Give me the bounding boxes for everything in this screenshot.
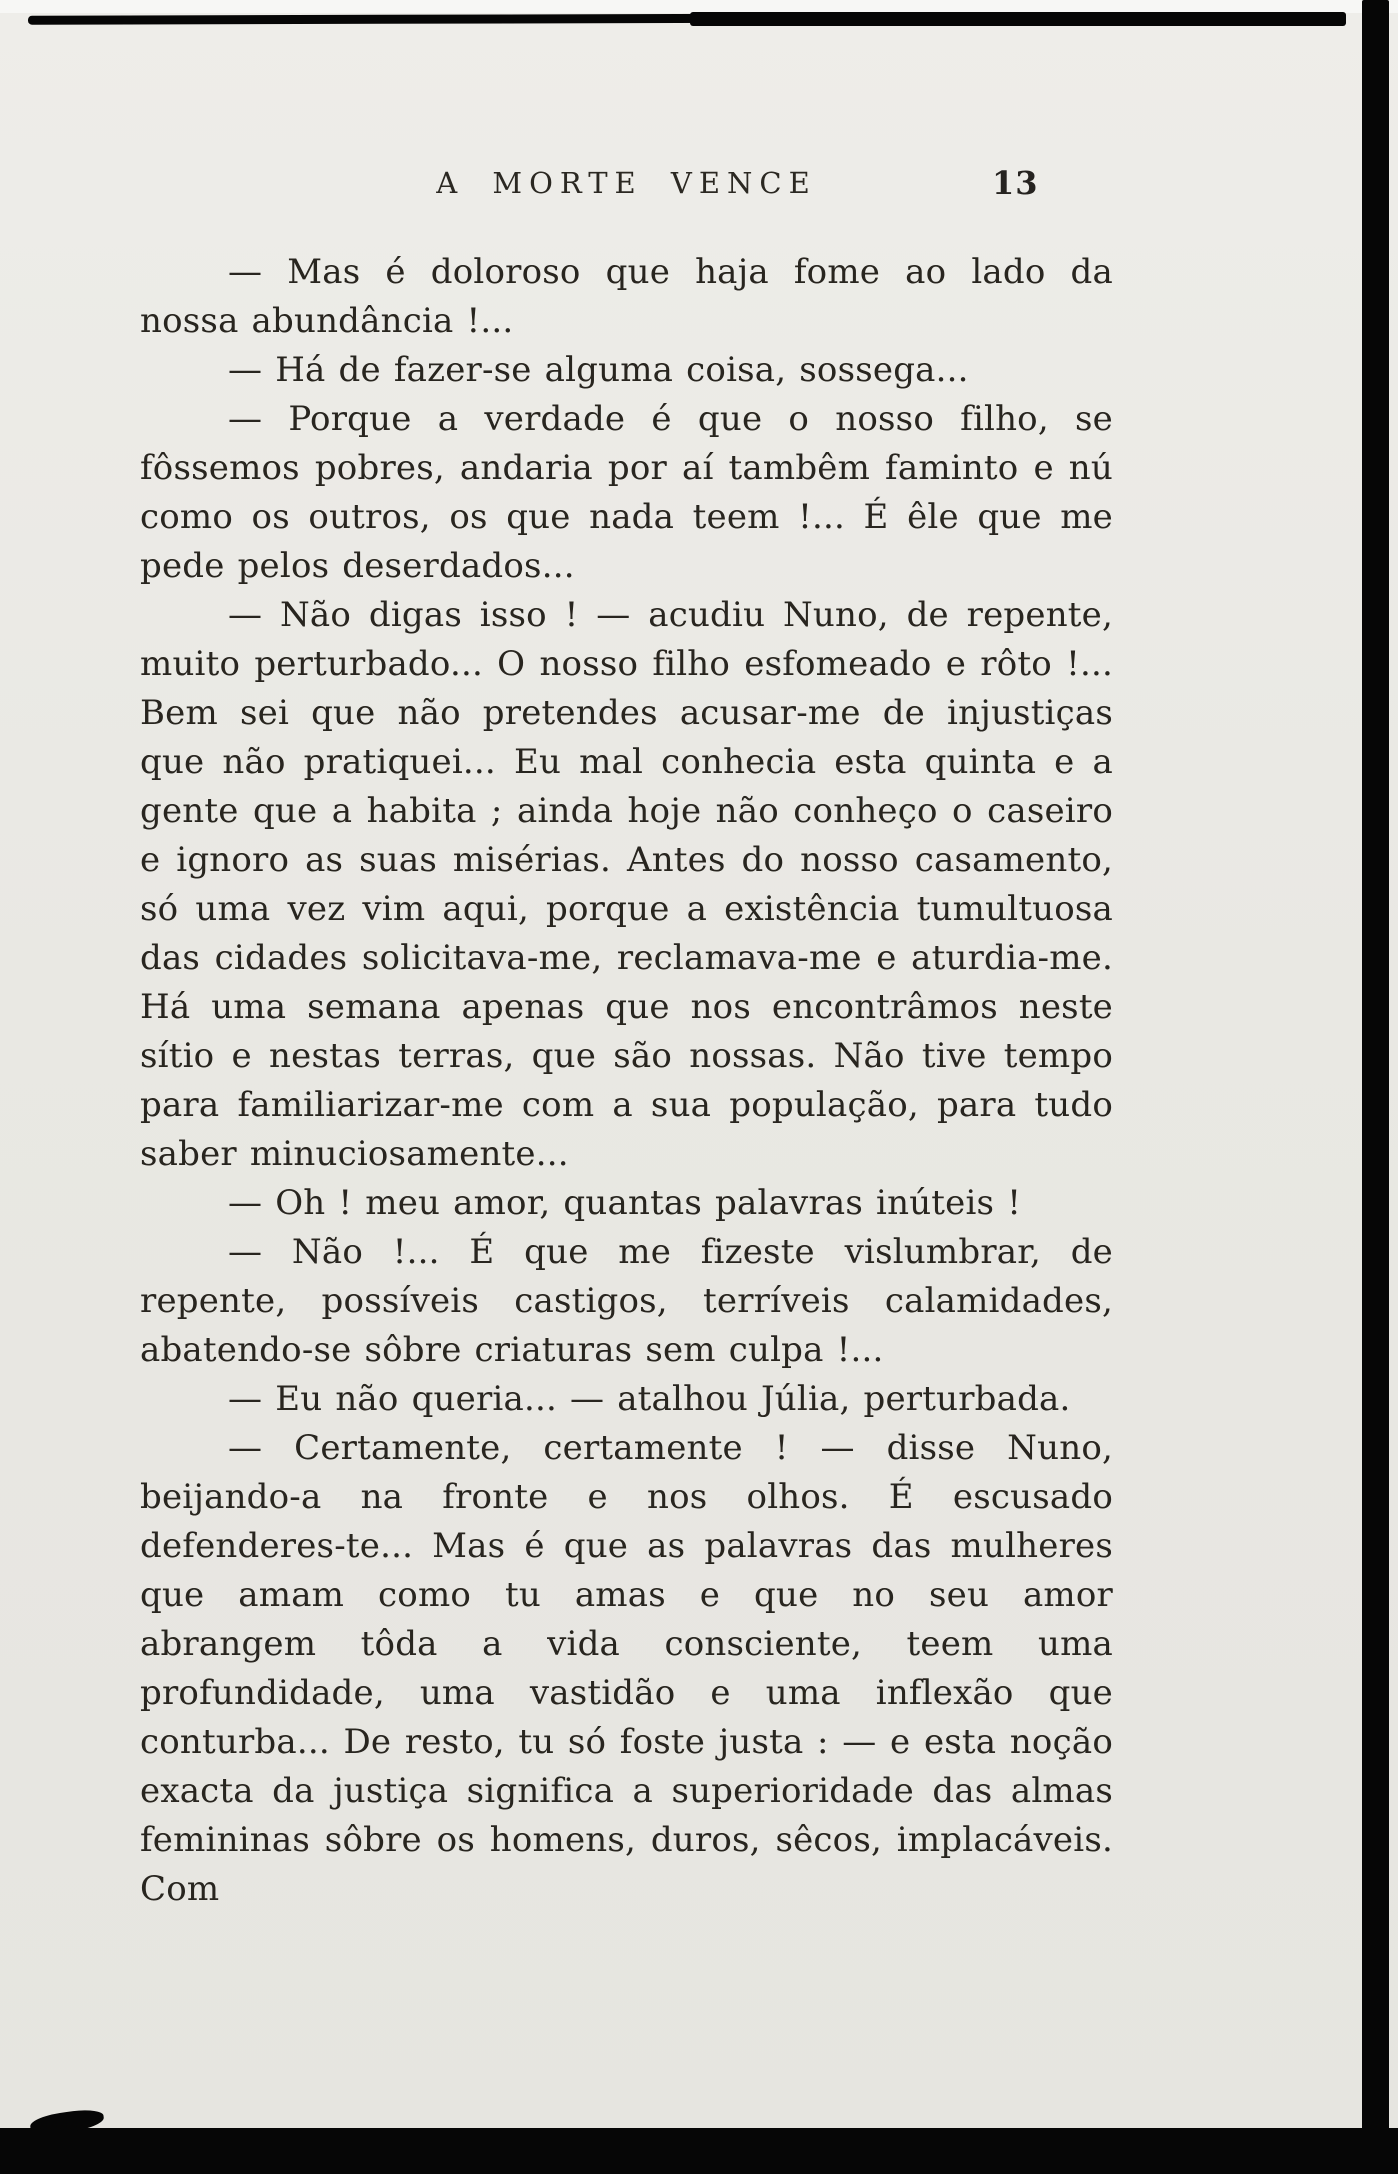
body-text xyxy=(140,248,1113,1914)
paragraph-5: — Oh ! meu amor, quantas palavras inúteis ! xyxy=(228,1183,1022,1223)
paragraph-4: — Não digas isso ! — acudiu Nuno, de repente, muito perturbado... O nosso filho esfomeado e rôto !... Bem sei que não pretendes acusar-me de injustiças que não pratiquei... Eu mal conhecia esta quinta e a gente que a habita ; ainda hoje não conheço o caseiro e ignoro as suas misérias. Antes do nosso casamento, só uma vez vim aqui, porque a existência tumultuosa das cidades solicitava-me, reclamava-me e aturdia-me. Há uma semana apenas que nos encontrâmos neste sítio e nestas terras, que são nossas. Não tive tempo para familiarizar-me com a sua população, para tudo saber minuciosamente... xyxy=(140,595,1113,1174)
scan-artifact-bottom-band xyxy=(0,2128,1398,2174)
paragraph-6: — Não !... É que me fizeste vislumbrar, de repente, possíveis castigos, terríveis calamidades, abatendo-se sôbre criaturas sem culpa !... xyxy=(140,1232,1113,1370)
scan-artifact-right-strip xyxy=(1362,0,1389,2174)
page-number: 13 xyxy=(992,164,1039,202)
running-title: A MORTE VENCE xyxy=(436,166,817,200)
page-header xyxy=(140,166,1113,210)
paragraph-7: — Eu não queria... — atalhou Júlia, perturbada. xyxy=(228,1379,1071,1419)
paragraph-2: — Há de fazer-se alguma coisa, sossega... xyxy=(228,350,969,390)
scan-artifact-top-line-thick xyxy=(690,12,1346,26)
paragraph-3: — Porque a verdade é que o nosso filho, se fôssemos pobres, andaria por aí tambêm faminto e nú como os outros, os que nada teem !... É êle que me pede pelos deserdados... xyxy=(140,399,1113,586)
paragraph-1: — Mas é doloroso que haja fome ao lado da nossa abundância !... xyxy=(140,252,1113,341)
paragraph-8: — Certamente, certamente ! — disse Nuno, beijando-a na fronte e nos olhos. É escusado defenderes-te... Mas é que as palavras das mulheres que amam como tu amas e que no seu amor abrangem tôda a vida consciente, teem uma profundidade, uma vastidão e uma inflexão que conturba... De resto, tu só foste justa : — e esta noção exacta da justiça significa a superioridade das almas femininas sôbre os homens, duros, sêcos, implacáveis. Com xyxy=(140,1428,1113,1909)
